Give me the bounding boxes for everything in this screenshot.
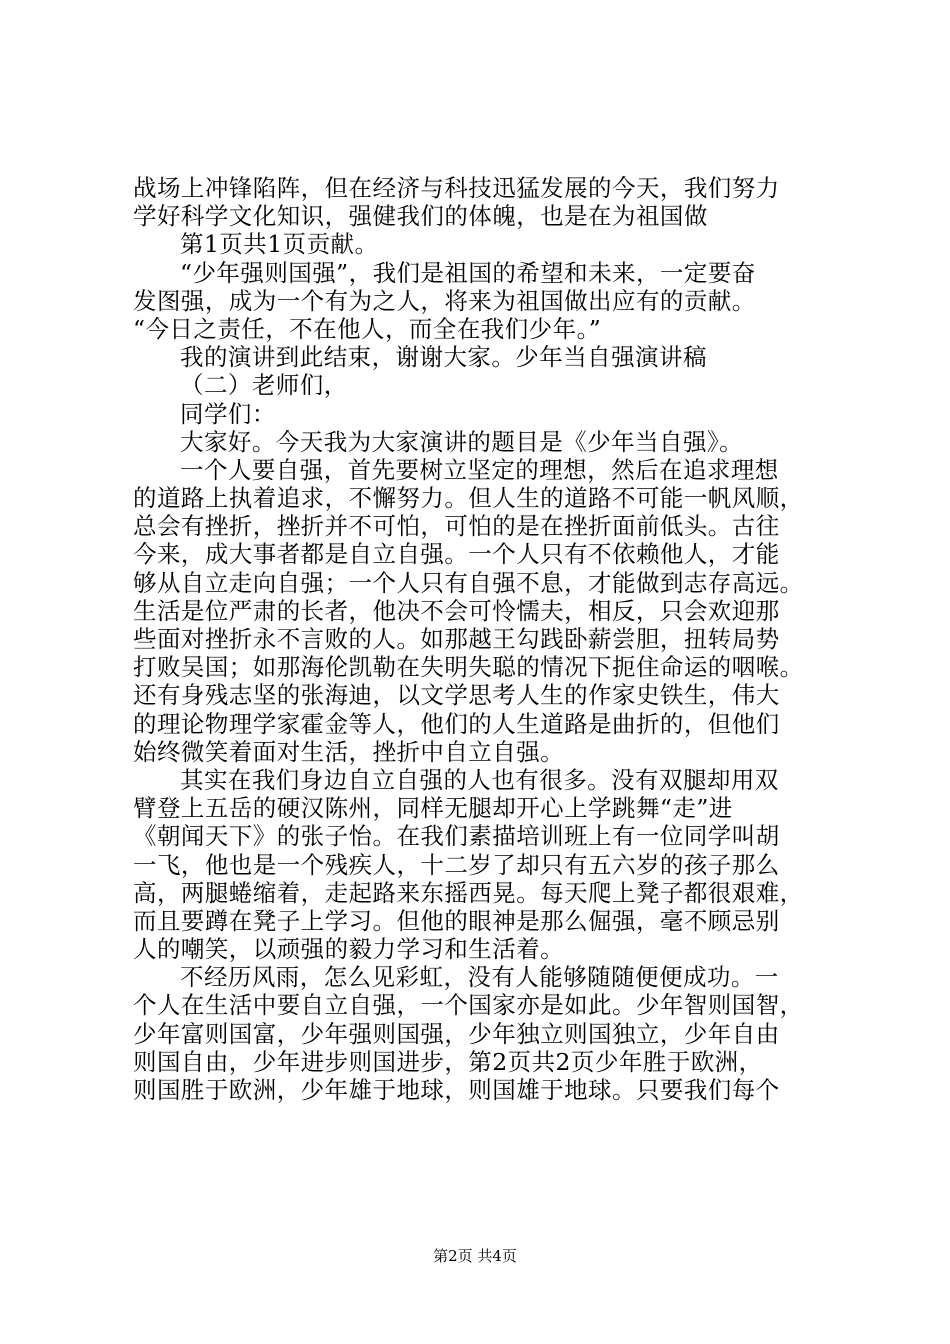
text-line: 总会有挫折，挫折并不可怕，可怕的是在挫折面前低头。古往 [133,512,780,541]
text-line: 些面对挫折永不言败的人。如那越王勾践卧薪尝胆，扭转局势 [133,625,780,653]
text-line: 臂登上五岳的硬汉陈州，同样无腿却开心上学跳舞“走”进 [133,794,733,823]
document-body [133,174,833,1104]
text-line: 同学们： [180,399,276,428]
text-line: 个人在生活中要自立自强，一个国家亦是如此。少年智则国智， [133,991,804,1020]
text-line: “少年强则国强”，我们是祖国的希望和未来，一定要奋 [180,258,756,287]
text-line: 的道路上执着追求，不懈努力。但人生的道路不可能一帆风顺， [133,484,804,513]
text-line: 我的演讲到此结束，谢谢大家。少年当自强演讲稿 [180,343,707,372]
text-line: 大家好。今天我为大家演讲的题目是《少年当自强》。 [180,427,744,456]
text-line: 其实在我们身边自立自强的人也有很多。没有双腿却用双 [180,765,779,794]
text-line: 的理论物理学家霍金等人，他们的人生道路是曲折的，但他们 [133,709,780,738]
text-line: 第1页共1页贡献。 [180,230,379,259]
text-line: 够从自立走向自强；一个人只有自强不息，才能做到志存高远。 [133,568,804,597]
text-line: 打败吴国；如那海伦凯勒在失明失聪的情况下扼住命运的咽喉。 [133,653,804,682]
text-line: 《朝闻天下》的张子怡。在我们素描培训班上有一位同学叫胡 [133,822,780,851]
text-line: “今日之责任，不在他人，而全在我们少年。” [133,314,602,343]
text-line: 始终微笑着面对生活，挫折中自立自强。 [133,737,565,766]
page-footer: 第2页 共4页 [433,1247,517,1265]
text-line: 而且要蹲在凳子上学习。但他的眼神是那么倔强，毫不顾忌别 [133,906,780,935]
text-line: 则国胜于欧洲，少年雄于地球，则国雄于地球。只要我们每个 [133,1076,780,1104]
text-line: （二）老师们， [180,371,348,400]
text-line: 还有身残志坚的张海迪，以文学思考人生的作家史铁生，伟大 [133,681,780,710]
text-line: 不经历风雨，怎么见彩虹，没有人能够随随便便成功。一 [180,963,779,992]
text-line: 学好科学文化知识，强健我们的体魄，也是在为祖国做 [133,202,708,231]
text-line: 高，两腿蜷缩着，走起路来东摇西晃。每天爬上凳子都很艰难， [133,878,804,907]
text-line: 人的嘲笑，以顽强的毅力学习和生活着。 [133,935,565,964]
text-line: 发图强，成为一个有为之人，将来为祖国做出应有的贡献。 [133,286,756,315]
text-line: 少年富则国富，少年强则国强，少年独立则国独立，少年自由 [133,1019,780,1048]
text-line: 生活是位严肃的长者，他决不会可怜懦夫，相反，只会欢迎那 [133,596,780,625]
text-line: 一个人要自强，首先要树立坚定的理想，然后在追求理想 [180,455,779,484]
text-line: 则国自由，少年进步则国进步，第2页共2页少年胜于欧洲， [133,1047,763,1076]
text-line: 今来，成大事者都是自立自强。一个人只有不依赖他人，才能 [133,540,780,569]
text-line: 战场上冲锋陷阵，但在经济与科技迅猛发展的今天，我们努力 [133,174,780,202]
text-line: 一飞，他也是一个残疾人，十二岁了却只有五六岁的孩子那么 [133,850,780,879]
